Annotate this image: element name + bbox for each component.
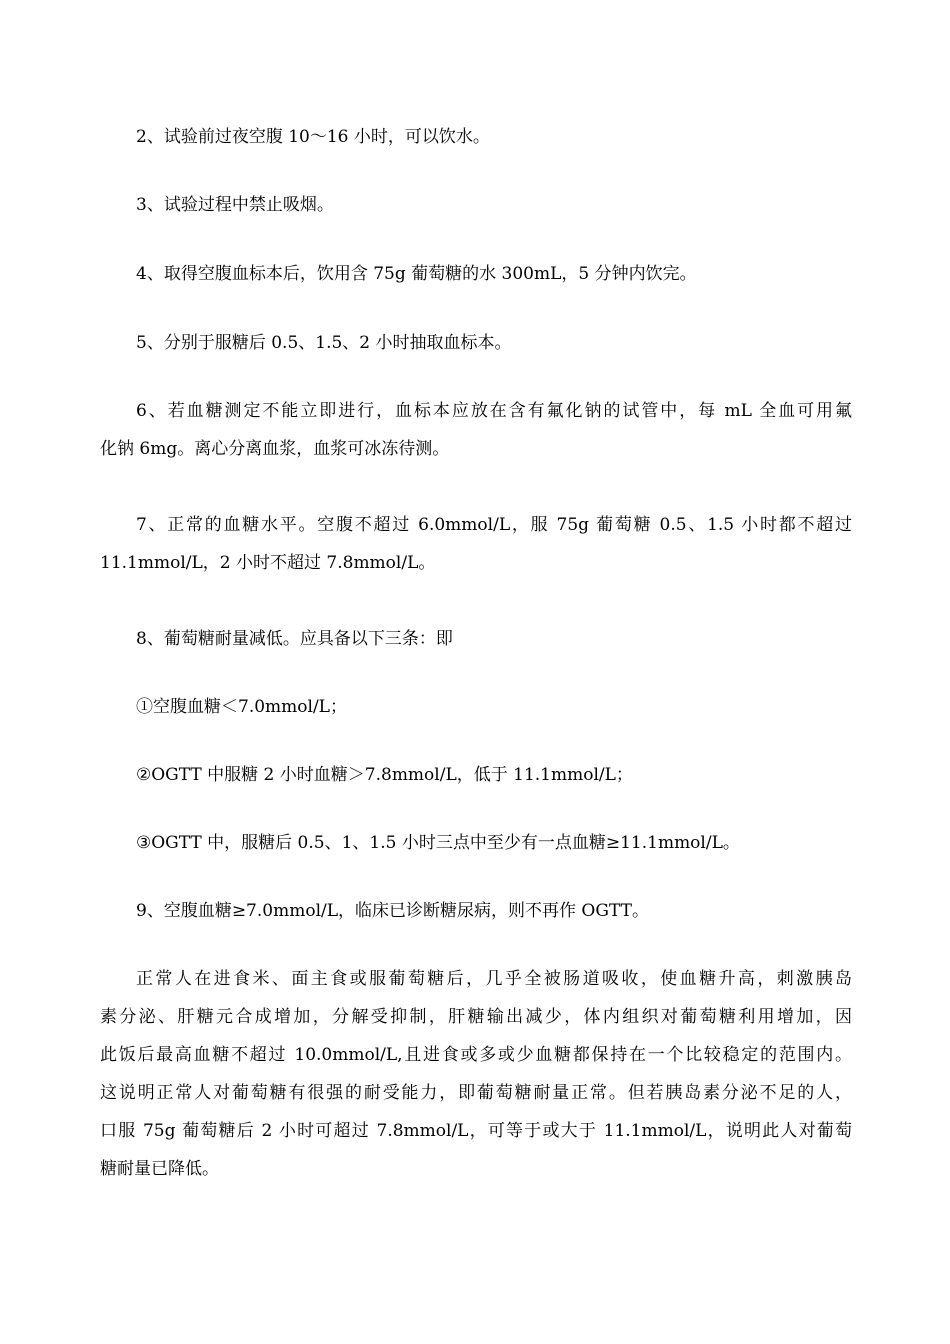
paragraph-item-3 [100,186,852,224]
paragraph-line: ②OGTT 中服糖 2 小时血糖＞7.8mmol/L，低于 11.1mmol/L； [136,765,633,785]
paragraph-line: 口服 75g 葡萄糖后 2 小时可超过 7.8mmol/L，可等于或大于 11.1mmol/L，说明此人对葡萄 [100,1121,852,1141]
criterion-item-2 [100,756,852,794]
paragraph-item-6 [100,392,852,468]
paragraph-item-2 [100,118,852,156]
paragraph-line: 正常人在进食米、面主食或服葡萄糖后，几乎全被肠道吸收，使血糖升高，刺激胰岛 [136,969,852,989]
paragraph-line: 此饭后最高血糖不超过 10.0mmol/L,且进食或多或少血糖都保持在一个比较稳定的范围内。 [100,1045,852,1065]
paragraph-line: 5、分别于服糖后 0.5、1.5、2 小时抽取血标本。 [136,333,512,353]
paragraph-line: ③OGTT 中，服糖后 0.5、1、1.5 小时三点中至少有一点血糖≥11.1mmol/L。 [136,833,740,853]
paragraph-line: 11.1mmol/L，2 小时不超过 7.8mmol/L。 [100,553,436,573]
paragraph-line: 7、正常的血糖水平。空腹不超过 6.0mmol/L，服 75g 葡萄糖 0.5、1.5 小时都不超过 [136,515,852,535]
paragraph-line: ①空腹血糖＜7.0mmol/L； [136,697,347,717]
paragraph-item-7 [100,506,852,582]
paragraph-line: 8、葡萄糖耐量减低。应具备以下三条：即 [136,629,453,649]
paragraph-line: 3、试验过程中禁止吸烟。 [136,195,334,215]
paragraph-item-4 [100,255,852,293]
summary-paragraph [100,960,852,1188]
criterion-item-1 [100,688,852,726]
paragraph-line: 4、取得空腹血标本后，饮用含 75g 葡萄糖的水 300mL，5 分钟内饮完。 [136,264,697,284]
criterion-item-3 [100,824,852,862]
paragraph-item-8 [100,620,852,658]
paragraph-line: 化钠 6mg。离心分离血浆，血浆可冰冻待测。 [100,439,450,459]
paragraph-line: 这说明正常人对葡萄糖有很强的耐受能力，即葡萄糖耐量正常。但若胰岛素分泌不足的人， [100,1083,852,1103]
paragraph-line: 9、空腹血糖≥7.0mmol/L，临床已诊断糖尿病，则不再作 OGTT。 [136,901,649,921]
paragraph-line: 糖耐量已降低。 [100,1159,219,1179]
paragraph-item-5 [100,324,852,362]
paragraph-line: 6、若血糖测定不能立即进行，血标本应放在含有氟化钠的试管中，每 mL 全血可用氟 [136,401,852,421]
paragraph-line: 2、试验前过夜空腹 10～16 小时，可以饮水。 [136,127,490,147]
paragraph-item-9 [100,892,852,930]
paragraph-line: 素分泌、肝糖元合成增加，分解受抑制，肝糖输出减少，体内组织对葡萄糖利用增加，因 [100,1007,852,1027]
